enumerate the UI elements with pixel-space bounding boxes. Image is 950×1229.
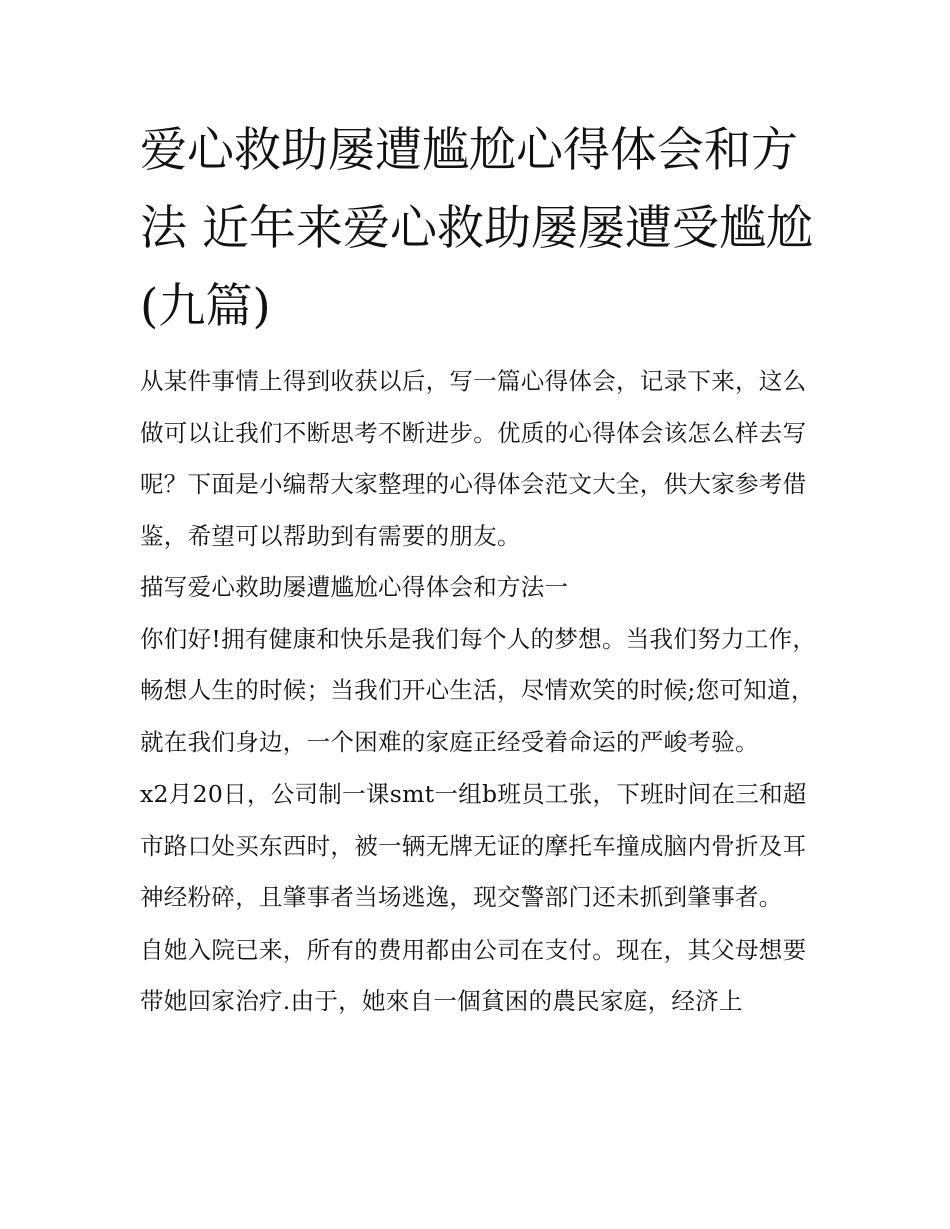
document-title: 爱心救助屡遭尴尬心得体会和方法 近年来爱心救助屡屡遭受尴尬(九篇) xyxy=(140,123,813,334)
section-heading: 描写爱心救助屡遭尴尬心得体会和方法一 xyxy=(140,573,569,601)
body-paragraph: 自她入院已来，所有的费用都由公司在支付。现在，其父母想要带她回家治疗.由于，她來自一個貧困的農民家庭，经济上 xyxy=(140,935,807,1015)
document-body xyxy=(140,112,820,1028)
intro-paragraph: 从某件事情上得到收获以后，写一篇心得体会，记录下来，这么做可以让我们不断思考不断进步。优质的心得体会该怎么样去写呢？下面是小编帮大家整理的心得体会范文大全，供大家参考借鉴，希望可以帮助到有需要的朋友。 xyxy=(140,367,807,550)
body-paragraph: 你们好!拥有健康和快乐是我们每个人的梦想。当我们努力工作，畅想人生的时候；当我们开心生活，尽情欢笑的时候;您可知道，就在我们身边，一个困难的家庭正经受着命运的严峻考验。 xyxy=(140,624,817,756)
body-paragraph: x2月20日，公司制一课smt一组b班员工张，下班时间在三和超市路口处买东西时，被一辆无牌无证的摩托车撞成脑内骨折及耳神经粉碎，且肇事者当场逃逸，现交警部门还未抓到肇事者。 xyxy=(140,780,807,911)
